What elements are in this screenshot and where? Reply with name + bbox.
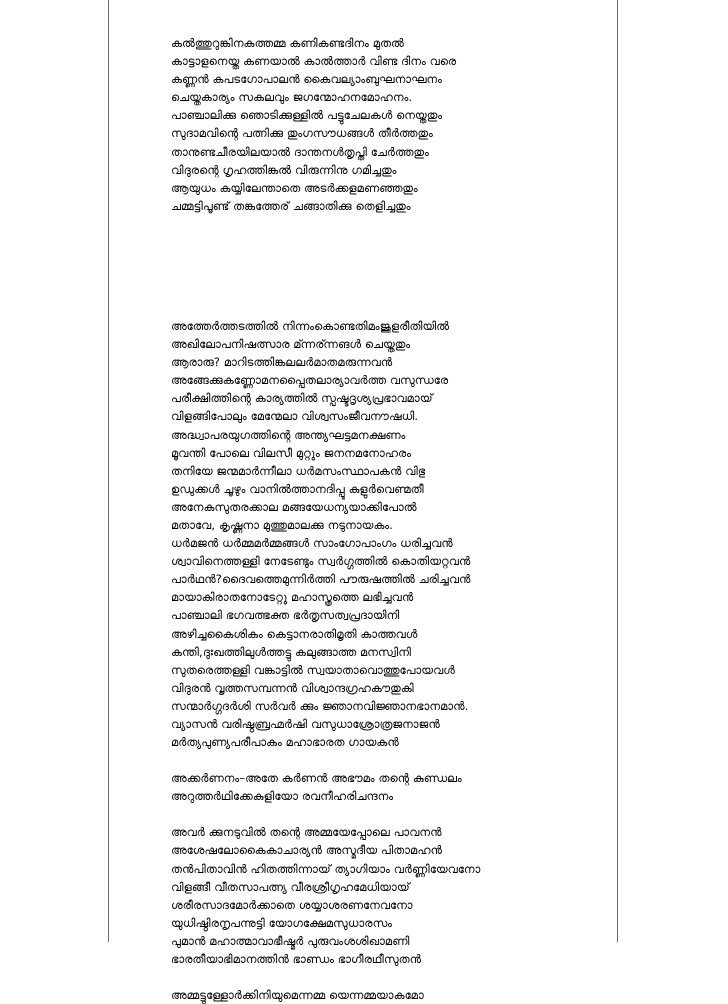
poem-line: ചെയ്തകാര്യം സകലവും ജഗന്മോഹനമോഹനം. [171, 90, 413, 105]
poem-line: അറുത്തർഥിക്കേകുളിയോ രവനീഹരിചന്ദനം [171, 789, 394, 804]
left-margin-rule [108, 0, 109, 942]
poem-line: കന്തി,ദുഃഖത്തിലുൾത്തട്ടു കലുങ്ങാത്ത മനസ്വിനി [171, 644, 411, 659]
poem-line: അവർ ക്കുനടുവിൽ തന്റെ അമ്മയേപ്പോലെ പാവനൻ [171, 825, 442, 840]
poem-line: അശേഷലോകൈകാചാര്യൻ അസ്മദീയ പിതാമഹൻ [171, 843, 443, 858]
stanza-2 [171, 317, 611, 751]
poem-line: വിദുരന്റെ ഗൃഹത്തിങ്കൽ വിരുന്നിനു ഗമിച്ചതും [171, 162, 397, 177]
stanza-4 [171, 823, 611, 968]
poem-line: ശരീരസാദമോർക്കാതെ ശയ്യാശരണനേവനോ [171, 897, 413, 912]
stanza-gap [171, 968, 611, 986]
poem-line: മൂവന്തി പോലെ വിലസീ മുറ്റും ജനനമനോഹരം [171, 445, 412, 460]
stanza-gap [171, 215, 611, 317]
poem-line: ചമ്മട്ടിപൂണ്ട് തങ്കത്തേര് ചങ്ങാതിക്കു തെളിച്ചതും [171, 198, 411, 213]
stanza-3 [171, 769, 611, 805]
poem-line: ആയുധം കയ്യിലേന്താതെ അടർക്കളമണഞ്ഞതും [171, 180, 418, 195]
stanza-1 [171, 34, 611, 215]
poem-line: അഴിച്ചകൈശികം കെട്ടാനരാതിമൃതി കാത്തവൾ [171, 626, 418, 641]
poem-line: കണ്ണൻ കപടഗോപാലൻ കൈവല്യാംബുഘനാഘനം [171, 72, 443, 87]
poem-line: അനേകസുതരക്കാല മങ്ങയേധന്യയാക്കിപോൽ [171, 499, 417, 514]
stanza-gap [171, 751, 611, 769]
poem-line: ധർമജൻ ധർമ്മമർമ്മങ്ങൾ സാംഗോപാംഗം ധരിച്ചവൻ [171, 536, 453, 551]
poem-line: സന്മാർഗ്ഗദർശി സർവർ ക്കും ജ്ഞാനവിജ്ഞാനഭാനമാൻ. [171, 698, 469, 713]
poem-body [171, 34, 611, 1004]
poem-line: സുദാമവിന്റെ പത്നിക്കു തുംഗസൗധങ്ങൾ തീർത്തതും [171, 126, 433, 141]
poem-line: കൽത്തുറുങ്കിനകത്തമ്മ കണികണ്ടദിനം മുതൽ [171, 36, 404, 50]
poem-line: പാഞ്ചാലിക്കു ഞൊടിക്കുള്ളിൽ പട്ടുചേലകൾ നെയ്തതും [171, 108, 443, 123]
poem-line: അമ്മട്ടുള്ളോർക്കിനിയുമെന്നമ്മ യെന്നമ്മയാകമോ [171, 988, 424, 1003]
poem-line: തനിയേ ജന്മമാർന്നീലാ ധർമസംസ്ഥാപകൻ വിഭു [171, 463, 426, 478]
poem-line: പുമാൻ മഹാത്മാവാഭീഷ്മർ പുരുവംശശിഖാമണി [171, 933, 410, 948]
poem-line: അങ്ങേക്കുകണ്ണോമനപ്പൈതലാര്യാവർത്ത വസുന്ധരേ [171, 373, 449, 388]
poem-line: പാർഥൻ?ദൈവത്തെമുന്നിർത്തി പൗരുഷത്തിൽ ചരിച്ചവൻ [171, 572, 471, 587]
poem-line: കാട്ടാളനെയ്ത കണയാൽ കാൽത്താർ വിണ്ട ദിനം വരെ [171, 54, 457, 69]
poem-line: അക്കർണനം–അതേ കർണൻ അഭൗമം തന്റെ കുണ്ഡലം [171, 771, 462, 786]
poem-line: വിളങ്ങീ വീതസാപത്ന്യ വീരശ്രീഗൃഹമേധിയായ് [171, 879, 410, 894]
poem-line: മർത്യപുണ്യപരീപാകം മഹാഭാരത ഗായകൻ [171, 735, 399, 750]
stanza-gap [171, 805, 611, 823]
poem-line: അത്തേർത്തടത്തിൽ നിന്നംകൊണ്ടതിമംജുളരീതിയിൽ [171, 318, 450, 333]
poem-line: ഭാരതീയാഭിമാനത്തിൻ ഭാണ്ഡം ഭാഗീരഥീസുതൻ [171, 952, 422, 967]
poem-line: തൻപിതാവിൻ ഹിതത്തിന്നായ് ത്യാഗിയാം വർണ്ണിയേവനോ [171, 861, 481, 876]
poem-line: യുധിഷ്ഠിരനൃപന്നുട്ടി യോഗക്ഷേമസുധാരസം [171, 915, 393, 930]
stanza-5 [171, 986, 611, 1004]
poem-line: പരീക്ഷിത്തിന്റെ കാര്യത്തിൽ സ്പഷ്ടദൃശ്യപ്രഭാവമായ് [171, 391, 433, 406]
poem-line: സുതരെത്തള്ളി വങ്കാട്ടിൽ സ്വയാതാവൊത്തുപോയവൾ [171, 662, 455, 677]
poem-line: ഉഡുക്കൾ ചൂഴും വാനിൽത്താനദിപ്പൂ കുളുർവെണ്മതീ [171, 481, 424, 496]
poem-line: മതാവേ, കൃഷ്ണനാ മുത്തുമാലക്കു നടുനായകം. [171, 517, 394, 532]
poem-line: ആരാരു? മാറിടത്തിങ്കലലർമാതമരുന്നവൻ [171, 355, 393, 370]
poem-line: വ്യാസൻ വരിഷ്ഠബ്രഹ്മർഷി വസുധാശ്രോത്രജനാജൻ [171, 717, 440, 731]
poem-line: താനുണ്ടചീരയിലയാൽ ദാന്തനൾതൃപ്തി ചേർത്തതും [171, 144, 429, 159]
poem-line: വിളങ്ങിപോലും മേന്മേലാ വിശ്വസംജീവനൗഷധി. [171, 409, 419, 424]
right-margin-rule [617, 0, 618, 942]
poem-line: അഖിലോപനിഷത്സാര മ്ന്നര്ന്നങൾ ചെയ്തതും [171, 337, 411, 352]
poem-line: ശ്വാവിനെത്തള്ളി നേടേണ്ടും സ്വർഗ്ഗത്തിൽ കൊതിയറ്റവൻ [171, 554, 471, 569]
poem-line: മായാകിരാതനോടേറ്റു മഹാസ്ത്രത്തെ ലഭിച്ചവൻ [171, 590, 414, 605]
poem-line: വിദുരൻ വൃത്തസമ്പന്നൻ വിശ്വാന്ദഗ്രഹകൗതുകി [171, 680, 414, 695]
poem-line: പാഞ്ചാലി ഭഗവത്ഭക്ത ഭർതൃസത്വപ്രദായിനി [171, 608, 400, 623]
poem-line: അദ്ധ്വാപരയുഗത്തിന്റെ അന്ത്യഘട്ടമനക്ഷണം [171, 427, 406, 442]
